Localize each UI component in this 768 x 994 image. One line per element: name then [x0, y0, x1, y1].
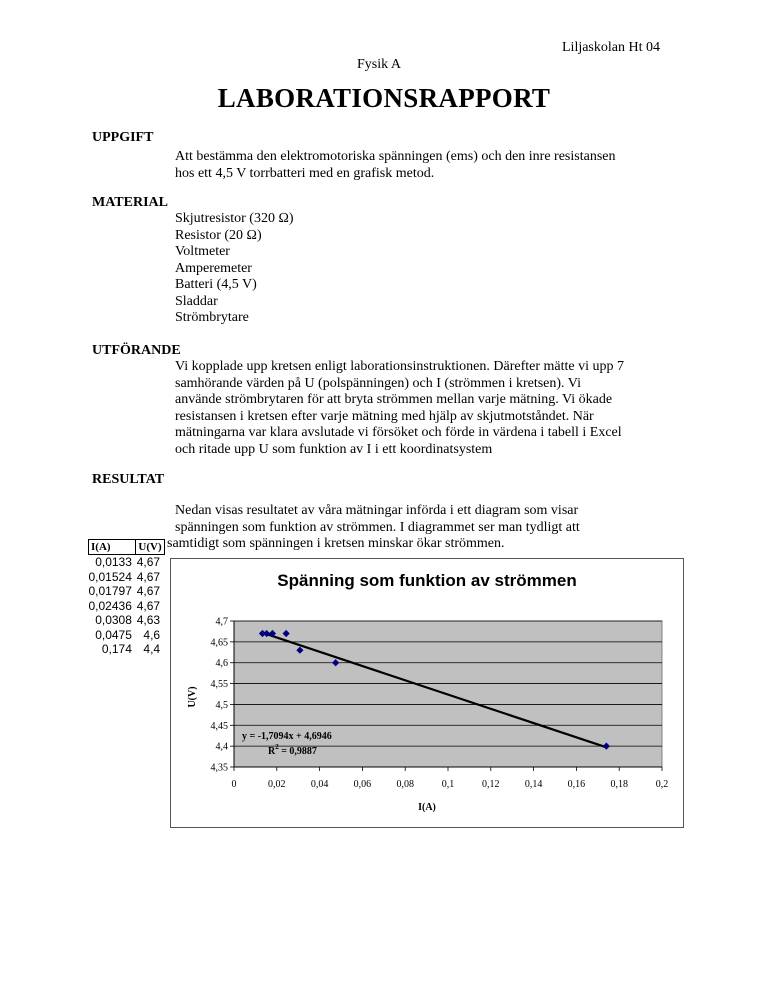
voltage-cell: 4,67 [136, 569, 161, 584]
x-tick-label: 0,06 [353, 779, 372, 790]
data-table [88, 539, 162, 657]
resultat-line: Nedan visas resultatet av våra mätningar införda i ett diagram som visar [175, 503, 579, 518]
x-tick-label: 0,18 [610, 779, 628, 790]
uppgift-line: hos ett 4,5 V torrbatteri med en grafisk metod. [175, 165, 435, 181]
trendline-equation: y = -1,7094x + 4,6946 [242, 731, 332, 742]
material-item: Skjutresistor (320 Ω) [175, 211, 294, 226]
uppgift-text [175, 149, 616, 182]
table-row [89, 642, 165, 657]
current-cell: 0,174 [101, 642, 132, 657]
y-tick-label: 4,35 [210, 762, 228, 774]
utforande-text [175, 359, 624, 458]
utforande-line: använde strömbrytaren för att bryta strömmen mellan varje mätning. Vi ökade [175, 392, 613, 407]
subject-name: Fysik A [357, 57, 401, 72]
table-header-current: I(A) [89, 540, 136, 555]
current-cell: 0,0308 [95, 613, 132, 628]
material-item: Resistor (20 Ω) [175, 227, 262, 243]
y-tick-label: 4,4 [215, 741, 228, 753]
material-list [175, 211, 294, 327]
y-tick-label: 4,6 [215, 658, 228, 670]
table-header-voltage: U(V) [136, 540, 164, 555]
y-tick-label: 4,7 [215, 616, 228, 628]
utforande-heading: UTFÖRANDE [92, 343, 181, 358]
voltage-cell: 4,67 [136, 555, 161, 570]
y-axis-label: U(V) [187, 686, 198, 708]
voltage-cell: 4,63 [136, 613, 161, 628]
uppgift-heading: UPPGIFT [92, 130, 154, 145]
page-title: LABORATIONSRAPPORT [217, 83, 551, 113]
utforande-line: mätningarna var klara avslutade vi försöket och förde in värdena i tabell i Excel [175, 425, 622, 440]
x-tick-label: 0 [231, 779, 237, 790]
material-item: Voltmeter [175, 244, 230, 259]
resultat-text [167, 503, 580, 553]
x-tick-label: 0,16 [567, 779, 586, 790]
voltage-cell: 4,67 [136, 598, 161, 613]
current-cell: 0,0133 [95, 555, 132, 570]
y-tick-label: 4,45 [210, 720, 228, 732]
utforande-line: Vi kopplade upp kretsen enligt laborationsinstruktionen. Därefter mätte vi upp 7 [175, 359, 624, 374]
table-row [89, 555, 165, 570]
table-row [89, 584, 165, 599]
resultat-line: samtidigt som spänningen i kretsen minskar ökar strömmen. [167, 536, 505, 551]
table-row [89, 570, 165, 585]
voltage-cell: 4,4 [143, 642, 161, 657]
current-cell: 0,02436 [88, 598, 132, 613]
x-tick-label: 0,02 [268, 779, 286, 790]
current-cell: 0,0475 [95, 627, 132, 642]
x-tick-label: 0,14 [524, 779, 543, 790]
utforande-line: och ritade upp U som funktion av I i ett koordinatsystem [175, 441, 493, 457]
material-item: Batteri (4,5 V) [175, 277, 257, 292]
x-tick-label: 0,12 [482, 779, 500, 790]
x-tick-label: 0,2 [655, 779, 669, 790]
table-row [89, 628, 165, 643]
material-heading: MATERIAL [92, 195, 168, 210]
scatter-chart [171, 559, 683, 827]
r-squared-label: $R^2 = 0,9887$ [268, 743, 317, 757]
current-cell: 0,01797 [88, 584, 132, 599]
x-tick-label: 0,04 [310, 779, 329, 790]
resultat-line: spänningen som funktion av strömmen. I diagrammet ser man tydligt att [175, 519, 580, 535]
utforande-line: samhörande värden på U (polspänningen) och I (strömmen i kretsen). Vi [175, 375, 581, 391]
table-row [89, 599, 165, 614]
voltage-cell: 4,6 [143, 627, 161, 642]
material-item: Strömbrytare [175, 310, 249, 325]
x-tick-label: 0,1 [441, 779, 455, 790]
y-tick-label: 4,5 [215, 699, 228, 711]
material-item: Amperemeter [175, 260, 252, 276]
school-name: Liljaskolan Ht 04 [562, 40, 660, 55]
resultat-heading: RESULTAT [92, 472, 165, 487]
x-tick-label: 0,08 [396, 779, 414, 790]
y-tick-label: 4,65 [210, 637, 228, 649]
chart-title: Spänning som funktion av strömmen [277, 571, 577, 590]
y-tick-label: 4,55 [210, 679, 228, 691]
chart-area [170, 558, 684, 828]
current-cell: 0,01524 [88, 569, 132, 584]
utforande-line: resistansen i kretsen efter varje mätning med hjälp av skjutmotståndet. När [175, 408, 594, 424]
uppgift-line: Att bestämma den elektromotoriska spänningen (ems) och den inre resistansen [175, 149, 616, 164]
material-item: Sladdar [175, 293, 218, 309]
voltage-cell: 4,67 [136, 584, 161, 599]
table-row [89, 613, 165, 628]
x-axis-label: I(A) [418, 802, 436, 813]
